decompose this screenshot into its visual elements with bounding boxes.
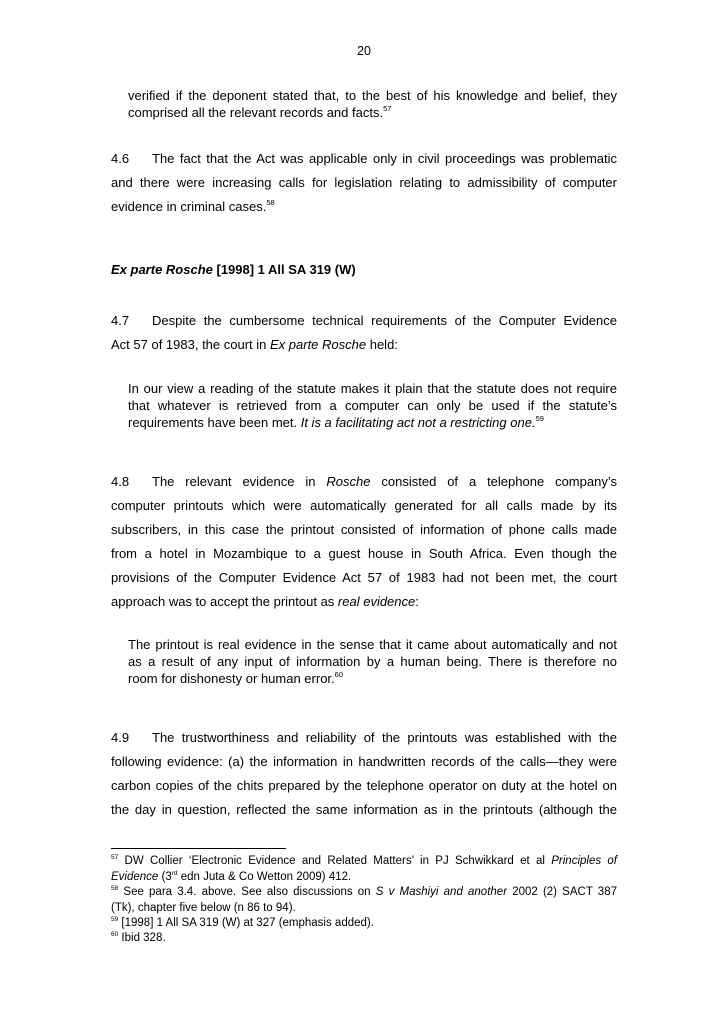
block-quote-rosche [128,380,617,431]
paragraph-line: 4.8 The relevant evidence in Rosche consisted of a telephone company’s [111,470,617,494]
paragraph-line: approach was to accept the printout as real evidence: [111,594,419,609]
footnote-number: 57 [111,854,119,861]
footnote-line: Evidence (3rd edn Juta & Co Wetton 2009) 412. [111,869,352,883]
paragraph-number: 4.6 [111,151,130,166]
quote-line: comprised all the relevant records and facts.$^{57}$ [128,104,392,120]
footnote-ref[interactable]: 60 [334,670,343,679]
footnote-ref[interactable]: 57 [383,104,392,113]
paragraph-line: 4.9 The trustworthiness and reliability of the printouts was established with the [111,726,617,750]
section-heading [111,262,356,277]
footnote-line: (Tk), chapter five below (n 86 to 94). [111,901,296,914]
paragraph-4-6 [111,147,617,219]
quote-line: requirements have been met. It is a facilitating act not a restricting one.$^{59}$ [128,414,544,430]
paragraph-line: evidence in criminal cases.$^{58}$ [111,198,275,214]
quote-line: that whatever is retrieved from a computer can only be used if the statute’s [128,398,617,413]
paragraph-line: Act 57 of 1983, the court in Ex parte Rosche held: [111,337,398,352]
paragraph-line: provisions of the Computer Evidence Act 57 of 1983 had not been met, the court [111,570,617,585]
footnote-number: 60 [111,931,119,938]
case-name: Ex parte Rosche [111,262,213,277]
paragraph-line: subscribers, in this case the printout consisted of information of phone calls made [111,522,617,537]
paragraph-line: 4.6 The fact that the Act was applicable only in civil proceedings was problematic [111,147,617,171]
quote-line: The printout is real evidence in the sense that it came about automatically and not [128,637,617,652]
paragraph-line: following evidence: (a) the information in handwritten records of the calls—they were [111,754,617,769]
paragraph-line: the day in question, reflected the same information as in the printouts (although the [111,802,617,817]
paragraph-4-7 [111,309,617,357]
paragraph-line: computer printouts which were automatically generated for all calls made by its [111,498,617,513]
paragraph-line: carbon copies of the chits prepared by the telephone operator on duty at the hotel on [111,778,617,793]
quote-line: verified if the deponent stated that, to the best of his knowledge and belief, they [128,88,617,103]
block-quote-top [128,87,617,121]
paragraph-number: 4.9 [111,730,130,745]
page-number: 20 [357,44,371,58]
footnote-line: $^{59}$ [1998] 1 All SA 319 (W) at 327 (emphasis added). [111,916,374,929]
quote-line: In our view a reading of the statute makes it plain that the statute does not require [128,381,617,396]
paragraph-4-8 [111,470,617,614]
case-citation: [1998] 1 All SA 319 (W) [212,262,356,277]
paragraph-number: 4.7 [111,313,130,328]
paragraph-number: 4.8 [111,474,130,489]
footnote-59 [111,916,617,932]
footnote-ref[interactable]: 59 [535,414,544,423]
block-quote-printout [128,636,617,687]
quote-line: as a result of any input of information by a human being. There is therefore no [128,654,617,669]
paragraph-line: and there were increasing calls for legislation relating to admissibility of computer [111,175,617,190]
footnote-57 [111,854,617,885]
quote-line: room for dishonesty or human error.$^{60}$ [128,670,343,686]
paragraph-line: 4.7 Despite the cumbersome technical requirements of the Computer Evidence [111,309,617,333]
footnote-ref[interactable]: 58 [266,198,275,207]
footnote-line: $^{60}$ Ibid 328. [111,931,166,944]
paragraph-line: from a hotel in Mozambique to a guest house in South Africa. Even though the [111,546,617,561]
footnote-number: 58 [111,885,119,892]
footnote-60 [111,931,617,947]
footnote-number: 59 [111,916,119,923]
footnote-line: $^{57}$ DW Collier ‘Electronic Evidence and Related Matters’ in PJ Schwikkard et al Principles of [111,854,617,867]
footnote-58 [111,885,617,916]
paragraph-4-9 [111,726,617,822]
footnote-line: $^{58}$ See para 3.4. above. See also discussions on S v Mashiyi and another 2002 (2) SACT 387 [111,885,617,898]
footnote-separator [111,848,286,849]
